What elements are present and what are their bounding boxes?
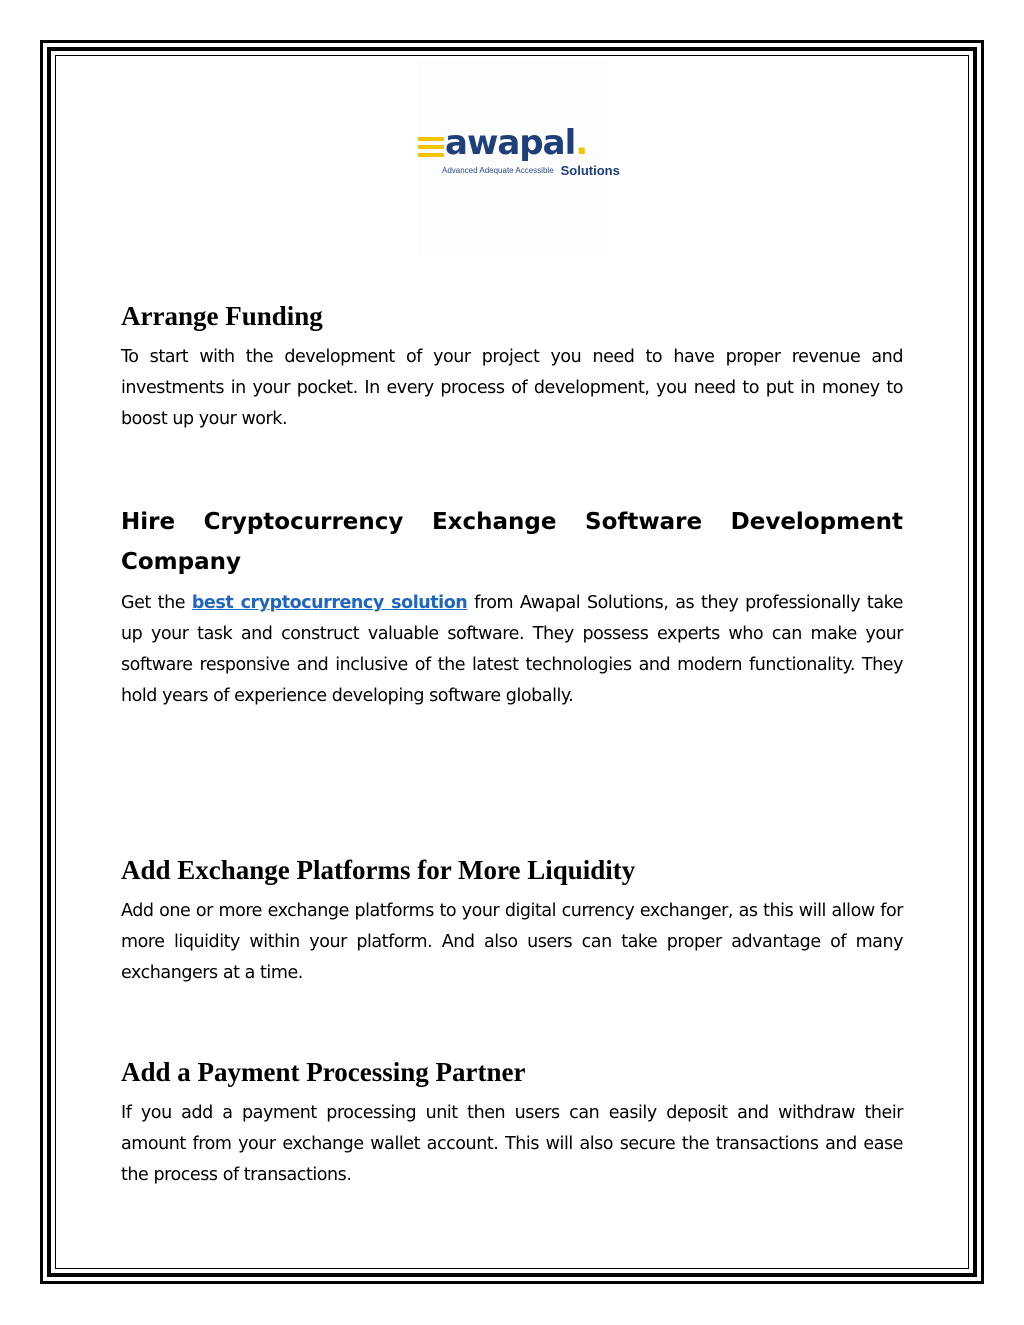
- logo-solutions: Solutions: [560, 163, 620, 178]
- logo-wordmark: awapal.: [445, 123, 588, 163]
- section-heading: Hire Cryptocurrency Exchange Software Development Company: [121, 509, 903, 575]
- section-exchange-platforms: [121, 850, 903, 1010]
- section-body: To start with the development of your project you need to have proper revenue and investments in your pocket. In every process of development, you need to put in money to boost up your work.: [121, 347, 903, 429]
- logo-tagline: Advanced Adequate Accessible: [442, 166, 554, 175]
- logo-tagline-row: [442, 163, 620, 178]
- company-logo: [418, 60, 620, 255]
- best-cryptocurrency-solution-link[interactable]: best cryptocurrency solution: [191, 593, 468, 613]
- logo-lines-icon: [418, 137, 444, 161]
- section-heading: Arrange Funding: [121, 301, 323, 331]
- section-body: If you add a payment processing unit then users can easily deposit and withdraw their amount from your exchange wallet account. This will also secure the transactions and ease the process of transactions.: [121, 1103, 903, 1185]
- section-payment-partner: [121, 1052, 903, 1191]
- document-content: [121, 296, 903, 1191]
- section-body: Get the best cryptocurrency solution from Awapal Solutions, as they professionally take up your task and construct valuable software. They possess experts who can make your software responsive and inclusive of the latest technologies and modern functionality. They hold years of experience developing software globally.: [121, 593, 903, 706]
- section-body: Add one or more exchange platforms to your digital currency exchanger, as this will allow for more liquidity within your platform. And also users can take proper advantage of many exchangers at a time.: [121, 901, 903, 983]
- section-hire-company: [121, 502, 903, 810]
- section-arrange-funding: [121, 296, 903, 460]
- section-heading: Add Exchange Platforms for More Liquidity: [121, 855, 636, 885]
- section-heading: Add a Payment Processing Partner: [121, 1057, 526, 1087]
